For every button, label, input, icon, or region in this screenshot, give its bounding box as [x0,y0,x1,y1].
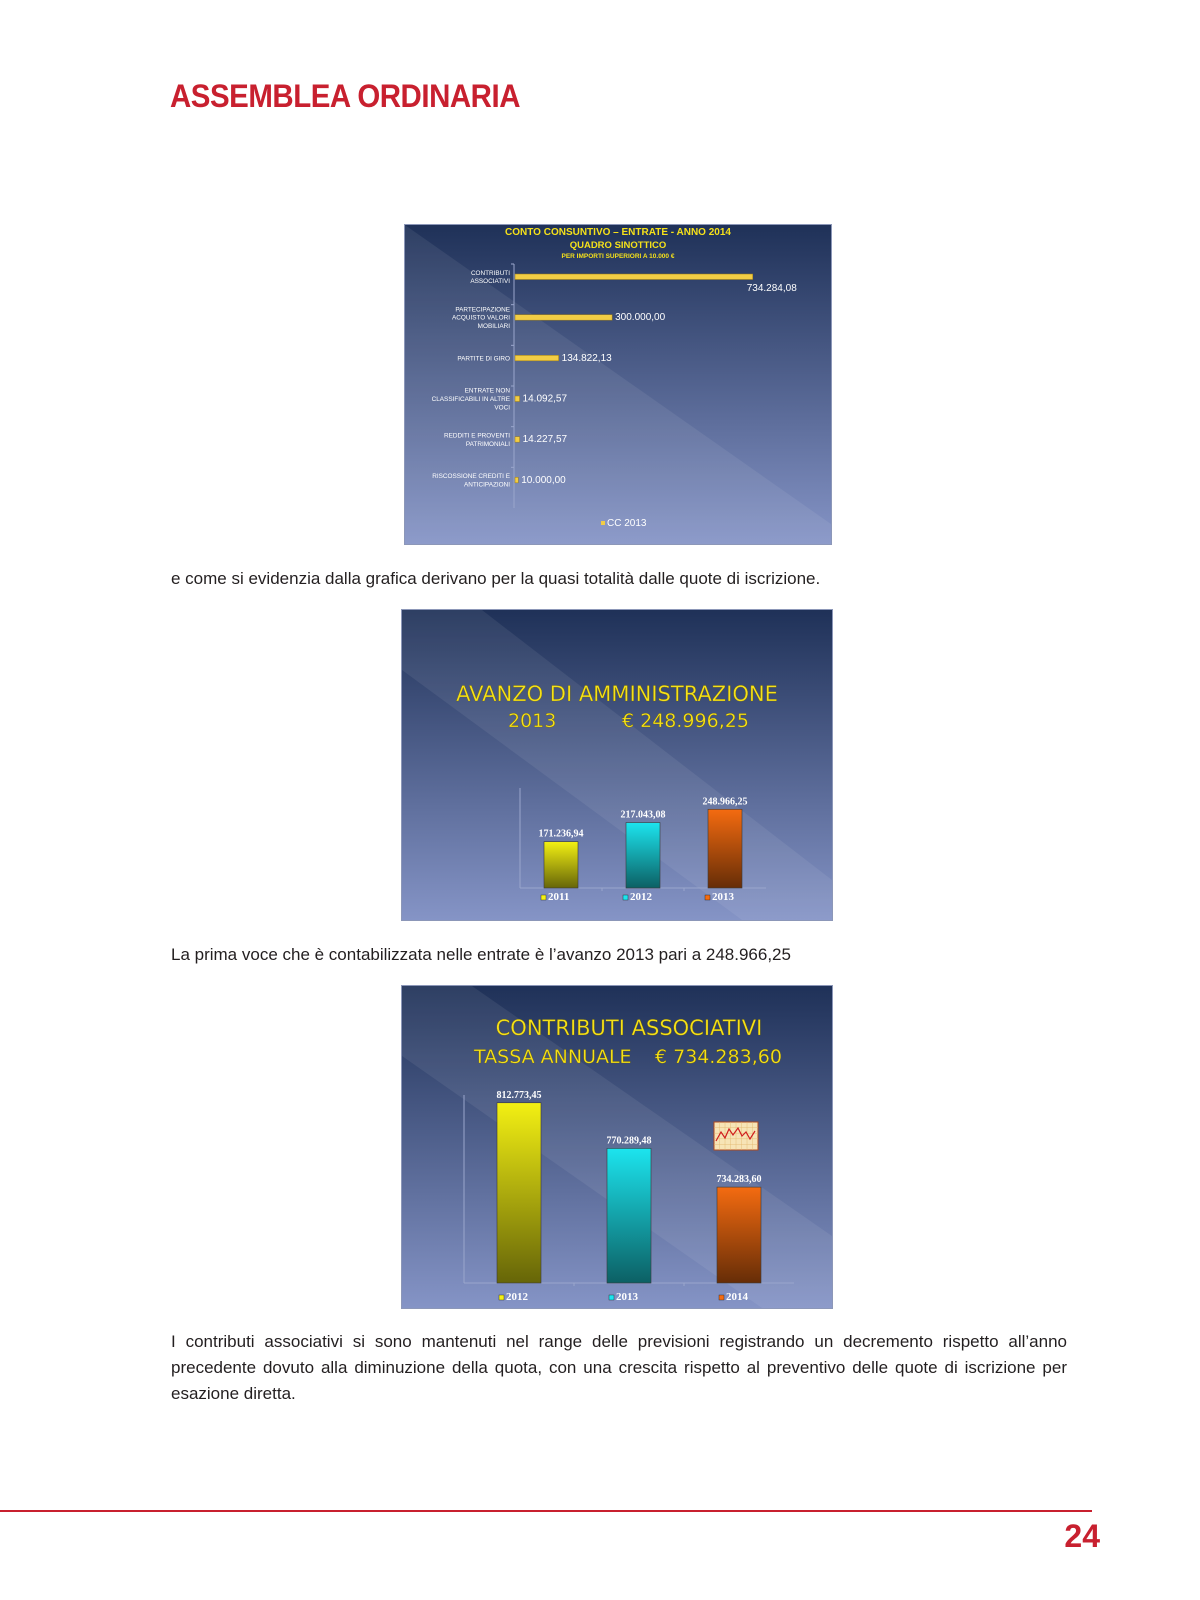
bar-2 [515,315,612,321]
chart-subtitle-label: TASSA ANNUALE [474,1046,632,1068]
legend-swatch [541,895,546,900]
bar-2013 [708,809,742,888]
legend-label: 2013 [616,1291,638,1303]
bar-value-label: 10.000,00 [521,474,566,486]
legend-label: 2013 [712,891,734,903]
bar-value-label: 734.283,60 [716,1174,762,1186]
bar-2014 [717,1187,761,1283]
bar-value-label: 300.000,00 [615,312,666,324]
bar-value-label: 812.773,45 [496,1089,542,1101]
legend-swatch [719,1295,724,1300]
legend-label: CC 2013 [607,518,647,529]
bar-value-label: 734.284,08 [746,283,797,294]
bar-value-label: 770.289,48 [606,1135,652,1147]
category-label: PARTECIPAZIONE ACQUISTO VALORI MOBILIARI [451,306,510,331]
bar-2011 [544,842,578,888]
trend-icon [714,1122,758,1150]
bar-value-label: 14.227,57 [522,434,568,446]
legend-swatch [623,895,628,900]
bar-2012 [497,1103,541,1283]
legend-swatch [601,521,605,525]
chart-title: AVANZO DI AMMINISTRAZIONE [456,682,778,706]
legend-label: 2012 [506,1291,528,1303]
legend-swatch [499,1295,504,1300]
chart-title: CONTO CONSUNTIVO – ENTRATE - ANNO 2014 [505,227,731,238]
chart-subtitle-amount: € 248.996,25 [622,710,749,732]
category-label: ENTRATE NON CLASSIFICABILI IN ALTRE VOCI [431,387,510,412]
legend-label: 2012 [630,891,652,903]
paragraph-contributi: I contributi associativi si sono mantenuti nel range delle previsioni registrando un decremento rispetto all’anno precedente dovuto alla diminuzione della quota, con una crescita rispetto al preventivo delle quote di iscrizione per esazione diretta. [171,1332,1067,1403]
bar-2013 [607,1148,651,1283]
bar-4 [515,396,520,402]
legend-swatch [705,895,710,900]
chart-subtitle: QUADRO SINOTTICO [569,240,667,251]
chart-subtitle-2: PER IMPORTI SUPERIORI A 10.000 € [561,253,675,260]
page-number: 24 [1064,1518,1100,1554]
bar-6 [515,477,518,483]
legend-label: 2014 [726,1291,748,1303]
chart-title: CONTRIBUTI ASSOCIATIVI [495,1016,763,1040]
category-label: PARTITE DI GIRO [457,355,510,363]
bar-3 [515,355,559,361]
legend-label: 2011 [548,891,570,903]
paragraph-avanzo: La prima voce che è contabilizzata nelle entrate è l’avanzo 2013 pari a 248.966,25 [171,945,791,964]
footer-rule [0,1510,1092,1512]
legend-swatch [609,1295,614,1300]
chart-subtitle-label: 2013 [508,710,557,732]
chart-contributi [402,986,832,1308]
bar-5 [515,437,520,443]
chart-avanzo-panel [401,609,833,921]
bar-value-label: 217.043,08 [620,809,666,821]
category-label: RISCOSSIONE CREDITI E ANTICIPAZIONI [432,473,510,489]
chart-contributi-panel [401,985,833,1309]
chart-avanzo [402,610,832,920]
chart-entrate [405,225,831,544]
paragraph-entrate: e come si evidenzia dalla grafica derivano per la quasi totalità dalle quote di iscrizione. [171,569,821,588]
chart-entrate-panel [404,224,832,545]
bar-value-label: 248.966,25 [702,796,748,808]
bar-value-label: 14.092,57 [522,393,568,405]
category-label: CONTRIBUTI ASSOCIATIVI [470,269,510,286]
bar-1 [515,274,753,280]
category-label: REDDITI E PROVENTI PATRIMONIALI [443,432,510,448]
bar-value-label: 171.236,94 [538,828,584,840]
page-header: ASSEMBLEA ORDINARIA [170,78,521,114]
bar-value-label: 134.822,13 [561,352,612,364]
chart-subtitle-amount: € 734.283,60 [655,1046,782,1068]
bar-2012 [626,823,660,888]
